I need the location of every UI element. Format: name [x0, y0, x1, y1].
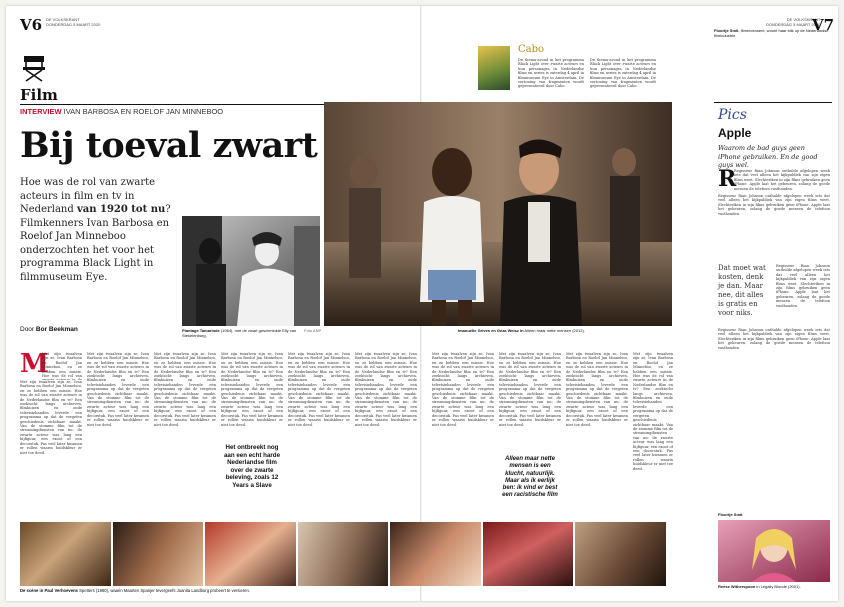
photo-alleen-maar-nette-mensen [324, 102, 672, 326]
date-right: DONDERDAG 5 MAART 2020 [766, 22, 821, 27]
intro-part-2: ? Filmkenners Ivan Barbosa en Roelof Jan Minneboo onderzochten het voor het programma Black Light in filmmuseum Eye. [20, 204, 171, 283]
side-drop-cap: R [718, 166, 737, 192]
filmstrip-frame [483, 522, 574, 586]
photo-legally-blonde [718, 520, 830, 582]
photo-plantage-image [182, 216, 320, 326]
side-text-2: Regisseur Rian Johnson onthulde afgelopen week iets dat veel alleen het kijkpubliek van zijn eigen films weet. Slechteriken in zijn films gebruiken geen iPhone. Apple laat het gebeuren, zolang de goede mensen de telefoon vasthouden. [776, 264, 830, 308]
cabo-title: Cabo [518, 44, 545, 55]
date-left: DONDERDAG 5 MAART 2020 [46, 22, 101, 27]
pullquote-left: Het ontbreekt nog aan een echt harde Nederlandse film over de zwarte beleving, zoals 12 Years a Slave [223, 444, 281, 489]
photo-right-caption-title: Imanuelle Grives en Géza Weisz in [458, 328, 524, 333]
drop-cap: M [20, 349, 49, 379]
side-text-top: Regisseur Rian Johnson onthulde afgelopen week iets dat veel alleen het kijkpubliek van zijn eigen films weet. Slechteriken in zijn films gebruiken geen iPhone. Apple laat het gebeuren, zolang de goede mensen de telefoon vasthouden. [734, 169, 830, 191]
interview-line [20, 107, 223, 116]
author-top-name: Floortje Smit [714, 28, 739, 33]
pullquote-right: Alleen maar nette mensen is een klucht, natuurlijk. Maar als ik eerlijk ben: ik vind er best een racistische film [502, 456, 558, 499]
filmstrip-caption [20, 588, 440, 593]
body-col-1: Met zijn twaalven zijn ze, Ivan Barbosa en Roelof Jan Minneboo, en ze hebben een missie. Hoe was de rol van zwarte acteurs in de Nederlandse film en tv? Een zoektocht langs archieven, filmhuizen en oude televisiebanden leverde een programma op dat de vergeten geschiedenis zichtbaar maakt. Van de stomme film tot de streamingdiensten van nu: de zwarte acteur was lang een bijfiguur, een exoot of een decorstuk. Pas veel later kwamen er rollen waarin huidskleur er niet toe deed. [20, 380, 82, 455]
intro-part-1: Hoe was de rol van zwarte acteurs in film en tv in Nederland [20, 177, 156, 215]
filmstrip-frame [20, 522, 111, 586]
photo-legally-blonde-image [718, 520, 830, 582]
photo-plantage-tamarinde [182, 216, 320, 326]
intro-bold: van 1920 tot nu [76, 204, 166, 215]
body-col-4-top: Met zijn twaalven zijn ze, Ivan Barbosa en Roelof Jan Minneboo, en ze hebben een missie. Hoe was de rol van zwarte acteurs in de Nederlandse film en tv? Een zoektocht langs archieven, filmhuizen en oude televisiebanden leverde een programma op dat de vergeten geschiedenis zichtbaar maakt. Van de stomme film tot de streamingdiensten van nu: de zwarte acteur was lang een bijfiguur, een exoot of een decorstuk. Pas veel later kwamen er rollen waarin huidskleur er niet toe deed. [221, 352, 283, 427]
paper-name-left: DE VOLKSKRANT [46, 17, 80, 22]
cabo-text-2: De thema-avond in het programma Black Light over zwarte acteurs en hun personages in Nederlandse films en series is zaterdag 4 april in filmmuseum Eye in Amsterdam. De vertoning van fragmenten wordt gepresenteerd door Cabo. [590, 58, 656, 89]
filmstrip-frame [298, 522, 389, 586]
body-col-9: Met zijn twaalven zijn ze, Ivan Barbosa en Roelof Jan Minneboo, en ze hebben een missie. Hoe was de rol van zwarte acteurs in de Nederlandse film en tv? Een zoektocht langs archieven, filmhuizen en oude televisiebanden leverde een programma op dat de vergeten geschiedenis zichtbaar maakt. Van de stomme film tot de streamingdiensten van nu: de zwarte acteur was lang een bijfiguur, een exoot of een decorstuk. Pas veel later kwamen er rollen waarin huidskleur er niet toe deed. [566, 352, 628, 427]
paper-name-right: DE VOLKSKRANT [786, 17, 821, 22]
filmstrip-caption-title: De scène in Paul Verhoevens [20, 588, 78, 593]
filmstrip [20, 522, 666, 586]
interview-label: INTERVIEW [20, 107, 62, 116]
page-number-left: V6 [20, 16, 43, 34]
filmstrip-frame [390, 522, 481, 586]
photo-reese-caption [718, 584, 836, 589]
side-text-1: Regisseur Rian Johnson onthulde afgelopen week iets dat veel alleen het kijkpubliek van zijn eigen films weet. Slechteriken in zijn films gebruiken geen iPhone. Apple laat het gebeuren, zolang de goede mensen de telefoon vasthouden. [718, 194, 830, 216]
apple-quote: Dat moet wat kosten, denk je dan. Maar nee, dit alles is gratis en voor niks. [718, 264, 766, 317]
intro-text [20, 176, 175, 284]
photo-left-credit: Foto ANP [304, 328, 322, 333]
cabo-text-1: De thema-avond in het programma Black Light over zwarte acteurs en hun personages in Nederlandse films en series is zaterdag 4 april in filmmuseum Eye in Amsterdam. De vertoning van fragmenten wordt gepresenteerd door Cabo. [518, 58, 584, 89]
section-title: Film [20, 86, 58, 104]
pics-rule [714, 102, 832, 103]
filmstrip-caption-text: Spetters (1980), waarin Maarten Spanjer tevergeefs Juanita Landburg probeert te versieren. [77, 588, 250, 593]
body-col-6: Met zijn twaalven zijn ze, Ivan Barbosa en Roelof Jan Minneboo, en ze hebben een missie. Hoe was de rol van zwarte acteurs in de Nederlandse film en tv? Een zoektocht langs archieven, filmhuizen en oude televisiebanden leverde een programma op dat de vergeten geschiedenis zichtbaar maakt. Van de stomme film tot de streamingdiensten van nu: de zwarte acteur was lang een bijfiguur, een exoot of een decorstuk. Pas veel later kwamen er rollen waarin huidskleur er niet toe deed. [355, 352, 417, 427]
byline [20, 326, 78, 333]
filmstrip-frame [113, 522, 204, 586]
body-col-7: Met zijn twaalven zijn ze, Ivan Barbosa en Roelof Jan Minneboo, en ze hebben een missie. Hoe was de rol van zwarte acteurs in de Nederlandse film en tv? Een zoektocht langs archieven, filmhuizen en oude televisiebanden leverde een programma op dat de vergeten geschiedenis zichtbaar maakt. Van de stomme film tot de streamingdiensten van nu: de zwarte acteur was lang een bijfiguur, een exoot of een decorstuk. Pas veel later kwamen er rollen waarin huidskleur er niet toe deed. [432, 352, 494, 427]
apple-title: Apple [718, 126, 752, 140]
body-col-10: Met zijn twaalven zijn ze, Ivan Barbosa en Roelof Jan Minneboo, en ze hebben een missie. Hoe was de rol van zwarte acteurs in de Nederlandse film en tv? Een zoektocht langs archieven, filmhuizen en oude televisiebanden leverde een programma op dat de vergeten geschiedenis zichtbaar maakt. Van de stomme film tot de streamingdiensten van nu: de zwarte acteur was lang een bijfiguur, een exoot of een decorstuk. Pas veel later kwamen er rollen waarin huidskleur er niet toe deed. [633, 352, 673, 471]
body-col-3: Met zijn twaalven zijn ze, Ivan Barbosa en Roelof Jan Minneboo, en ze hebben een missie. Hoe was de rol van zwarte acteurs in de Nederlandse film en tv? Een zoektocht langs archieven, filmhuizen en oude televisiebanden leverde een programma op dat de vergeten geschiedenis zichtbaar maakt. Van de stomme film tot de streamingdiensten van nu: de zwarte acteur was lang een bijfiguur, een exoot of een decorstuk. Pas veel later kwamen er rollen waarin huidskleur er niet toe deed. [154, 352, 216, 427]
masthead-left [46, 17, 100, 27]
byline-name: Bor Beekman [35, 326, 78, 333]
filmstrip-frame [575, 522, 666, 586]
body-col-8-top: Met zijn twaalven zijn ze, Ivan Barbosa en Roelof Jan Minneboo, en ze hebben een missie. Hoe was de rol van zwarte acteurs in de Nederlandse film en tv? Een zoektocht langs archieven, filmhuizen en oude televisiebanden leverde een programma op dat de vergeten geschiedenis zichtbaar maakt. Van de stomme film tot de streamingdiensten van nu: de zwarte acteur was lang een bijfiguur, een exoot of een decorstuk. Pas veel later kwamen er rollen waarin huidskleur er niet toe deed. [499, 352, 561, 427]
photo-left-caption [182, 328, 300, 338]
author-note-top [714, 28, 832, 38]
photo-left-caption-text: (1964), met de zwart geschminkte Elly van Stekelenburg. [182, 328, 297, 338]
photo-alleen-maar-image [324, 102, 672, 326]
author-bottom: Floortje Smit [718, 512, 743, 517]
photo-right-caption [458, 328, 668, 333]
directors-chair-icon [20, 54, 48, 82]
filmstrip-frame [205, 522, 296, 586]
byline-label: Door [20, 326, 35, 333]
photo-left-caption-title: Plantage Tamarinde [182, 328, 220, 333]
body-col-2: Met zijn twaalven zijn ze, Ivan Barbosa en Roelof Jan Minneboo, en ze hebben een missie. Hoe was de rol van zwarte acteurs in de Nederlandse film en tv? Een zoektocht langs archieven, filmhuizen en oude televisiebanden leverde een programma op dat de vergeten geschiedenis zichtbaar maakt. Van de stomme film tot de streamingdiensten van nu: de zwarte acteur was lang een bijfiguur, een exoot of een decorstuk. Pas veel later kwamen er rollen waarin huidskleur er niet toe deed. [87, 352, 149, 427]
body-col-1-top: Met zijn twaalven zijn ze, Ivan Barbosa en Roelof Jan Minneboo, en ze hebben een missie. Hoe was de rol van [42, 352, 82, 379]
body-col-5: Met zijn twaalven zijn ze, Ivan Barbosa en Roelof Jan Minneboo, en ze hebben een missie. Hoe was de rol van zwarte acteurs in de Nederlandse film en tv? Een zoektocht langs archieven, filmhuizen en oude televisiebanden leverde een programma op dat de vergeten geschiedenis zichtbaar maakt. Van de stomme film tot de streamingdiensten van nu: de zwarte acteur was lang een bijfiguur, een exoot of een decorstuk. Pas veel later kwamen er rollen waarin huidskleur er niet toe deed. [288, 352, 350, 427]
reese-caption-text: in Legally Blonde (2001). [755, 584, 801, 589]
reese-caption-name: Reese Witherspoon [718, 584, 756, 589]
newspaper-spread [6, 6, 838, 601]
pics-title: Pics [718, 107, 747, 123]
page-number-right: V7 [812, 16, 835, 34]
author-top-text: , filmrecensent, woont haar blik op de Nederlandse filmindustrie [714, 28, 829, 38]
apple-subtitle: Waarom de bad guys geen iPhone gebruiken. En de good guys wel. [718, 144, 818, 169]
interview-names: IVAN BARBOSA EN ROELOF JAN MINNEBOO [63, 107, 224, 116]
photo-right-caption-text: Alleen maar nette mensen (2012). [523, 328, 585, 333]
cabo-cover-image [478, 46, 510, 90]
headline: Bij toeval zwart [20, 125, 318, 166]
side-text-3: Regisseur Rian Johnson onthulde afgelopen week iets dat veel alleen het kijkpubliek van zijn eigen films weet. Slechteriken in zijn films gebruiken geen iPhone. Apple laat het gebeuren, zolang de goede mensen de telefoon vasthouden. [718, 328, 830, 350]
